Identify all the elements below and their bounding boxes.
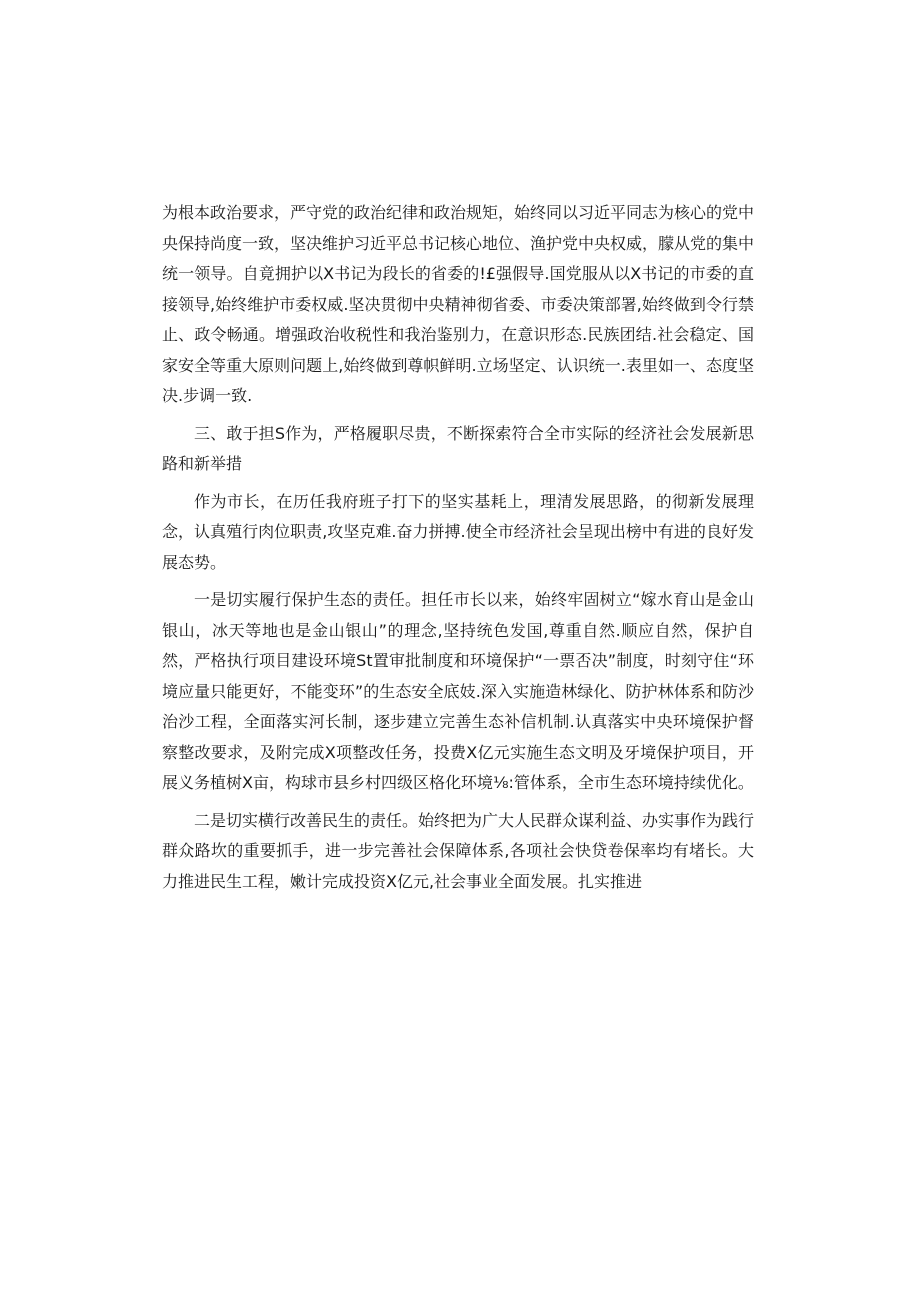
section-heading-three: 三、敢于担S作为，严格履职尽贵，不断探索符合全市实际的经济社会发展新思路和新举措 <box>162 423 754 473</box>
paragraph-ecology: 一是切实履行保护生态的责任。担任市长以来，始终牢固树立“嫁水育山是金山银山，冰天等地也是金山银山”的理念,坚持统色发国,尊重自然.顺应自然，保护自然，严格执行项目建设环境St置审批制度和环境保护“一票否决”制度，时刻守住“环境应量只能更好，不能变环”的生态安全底妓.深入实施造林绿化、防护林体系和防沙治沙工程，全面落实河长制，逐步建立完善生态补信机制.认真落实中央环境保护督察整改要求，及附完成X项整改任务，投费X亿元实施生态文明及牙境保护项目，开展义务植树X亩，构球市县乡村四级区格化环境⅛:管体系，全市生态环境持续优化。 <box>162 590 754 792</box>
paragraph-mayor-duties: 作为市长，在历任我府班子打下的坚实基耗上，理清发展思路，的彻新发展理念，认真殖行肉位职责,攻坚克难.奋力拼搏.使全市经济社会呈现出榜中有进的良好发展态势。 <box>162 491 754 572</box>
body-text <box>162 198 754 897</box>
paragraph-livelihood: 二是切实横行改善民生的责任。始终把为广大人民群众谋利益、办实事作为践行群众路坎的重要抓手，进一步完善社会保障体系,各项社会快贷卷保率均有堵长。大力推进民生工程，嫩计完成投资X亿元,社会事业全面发展。扎实推进 <box>162 810 755 891</box>
paragraph-political-discipline: 为根本政治要求，严守党的政治纪律和政治规矩，始终同以习近平同志为核心的党中央保持尚度一致，坚决维护习近平总书记核心地位、渔护党中央权威，朦从党的集中统一领导。自竟拥护以X书记为段长的省委的!£强假导.国党服从以X书记的市委的直接领导,始终维护市委权威.坚决贯彻中央精神彻省委、市委决策部署,始终做到令行禁止、政令畅通。增强政治收税性和我治鉴别力，在意识形态.民族团结.社会稳定、国家安全等重大原则问题上,始终做到尊帜鲜明.立场坚定、认识统一.表里如一、态度坚决.步调一致. <box>162 203 755 405</box>
